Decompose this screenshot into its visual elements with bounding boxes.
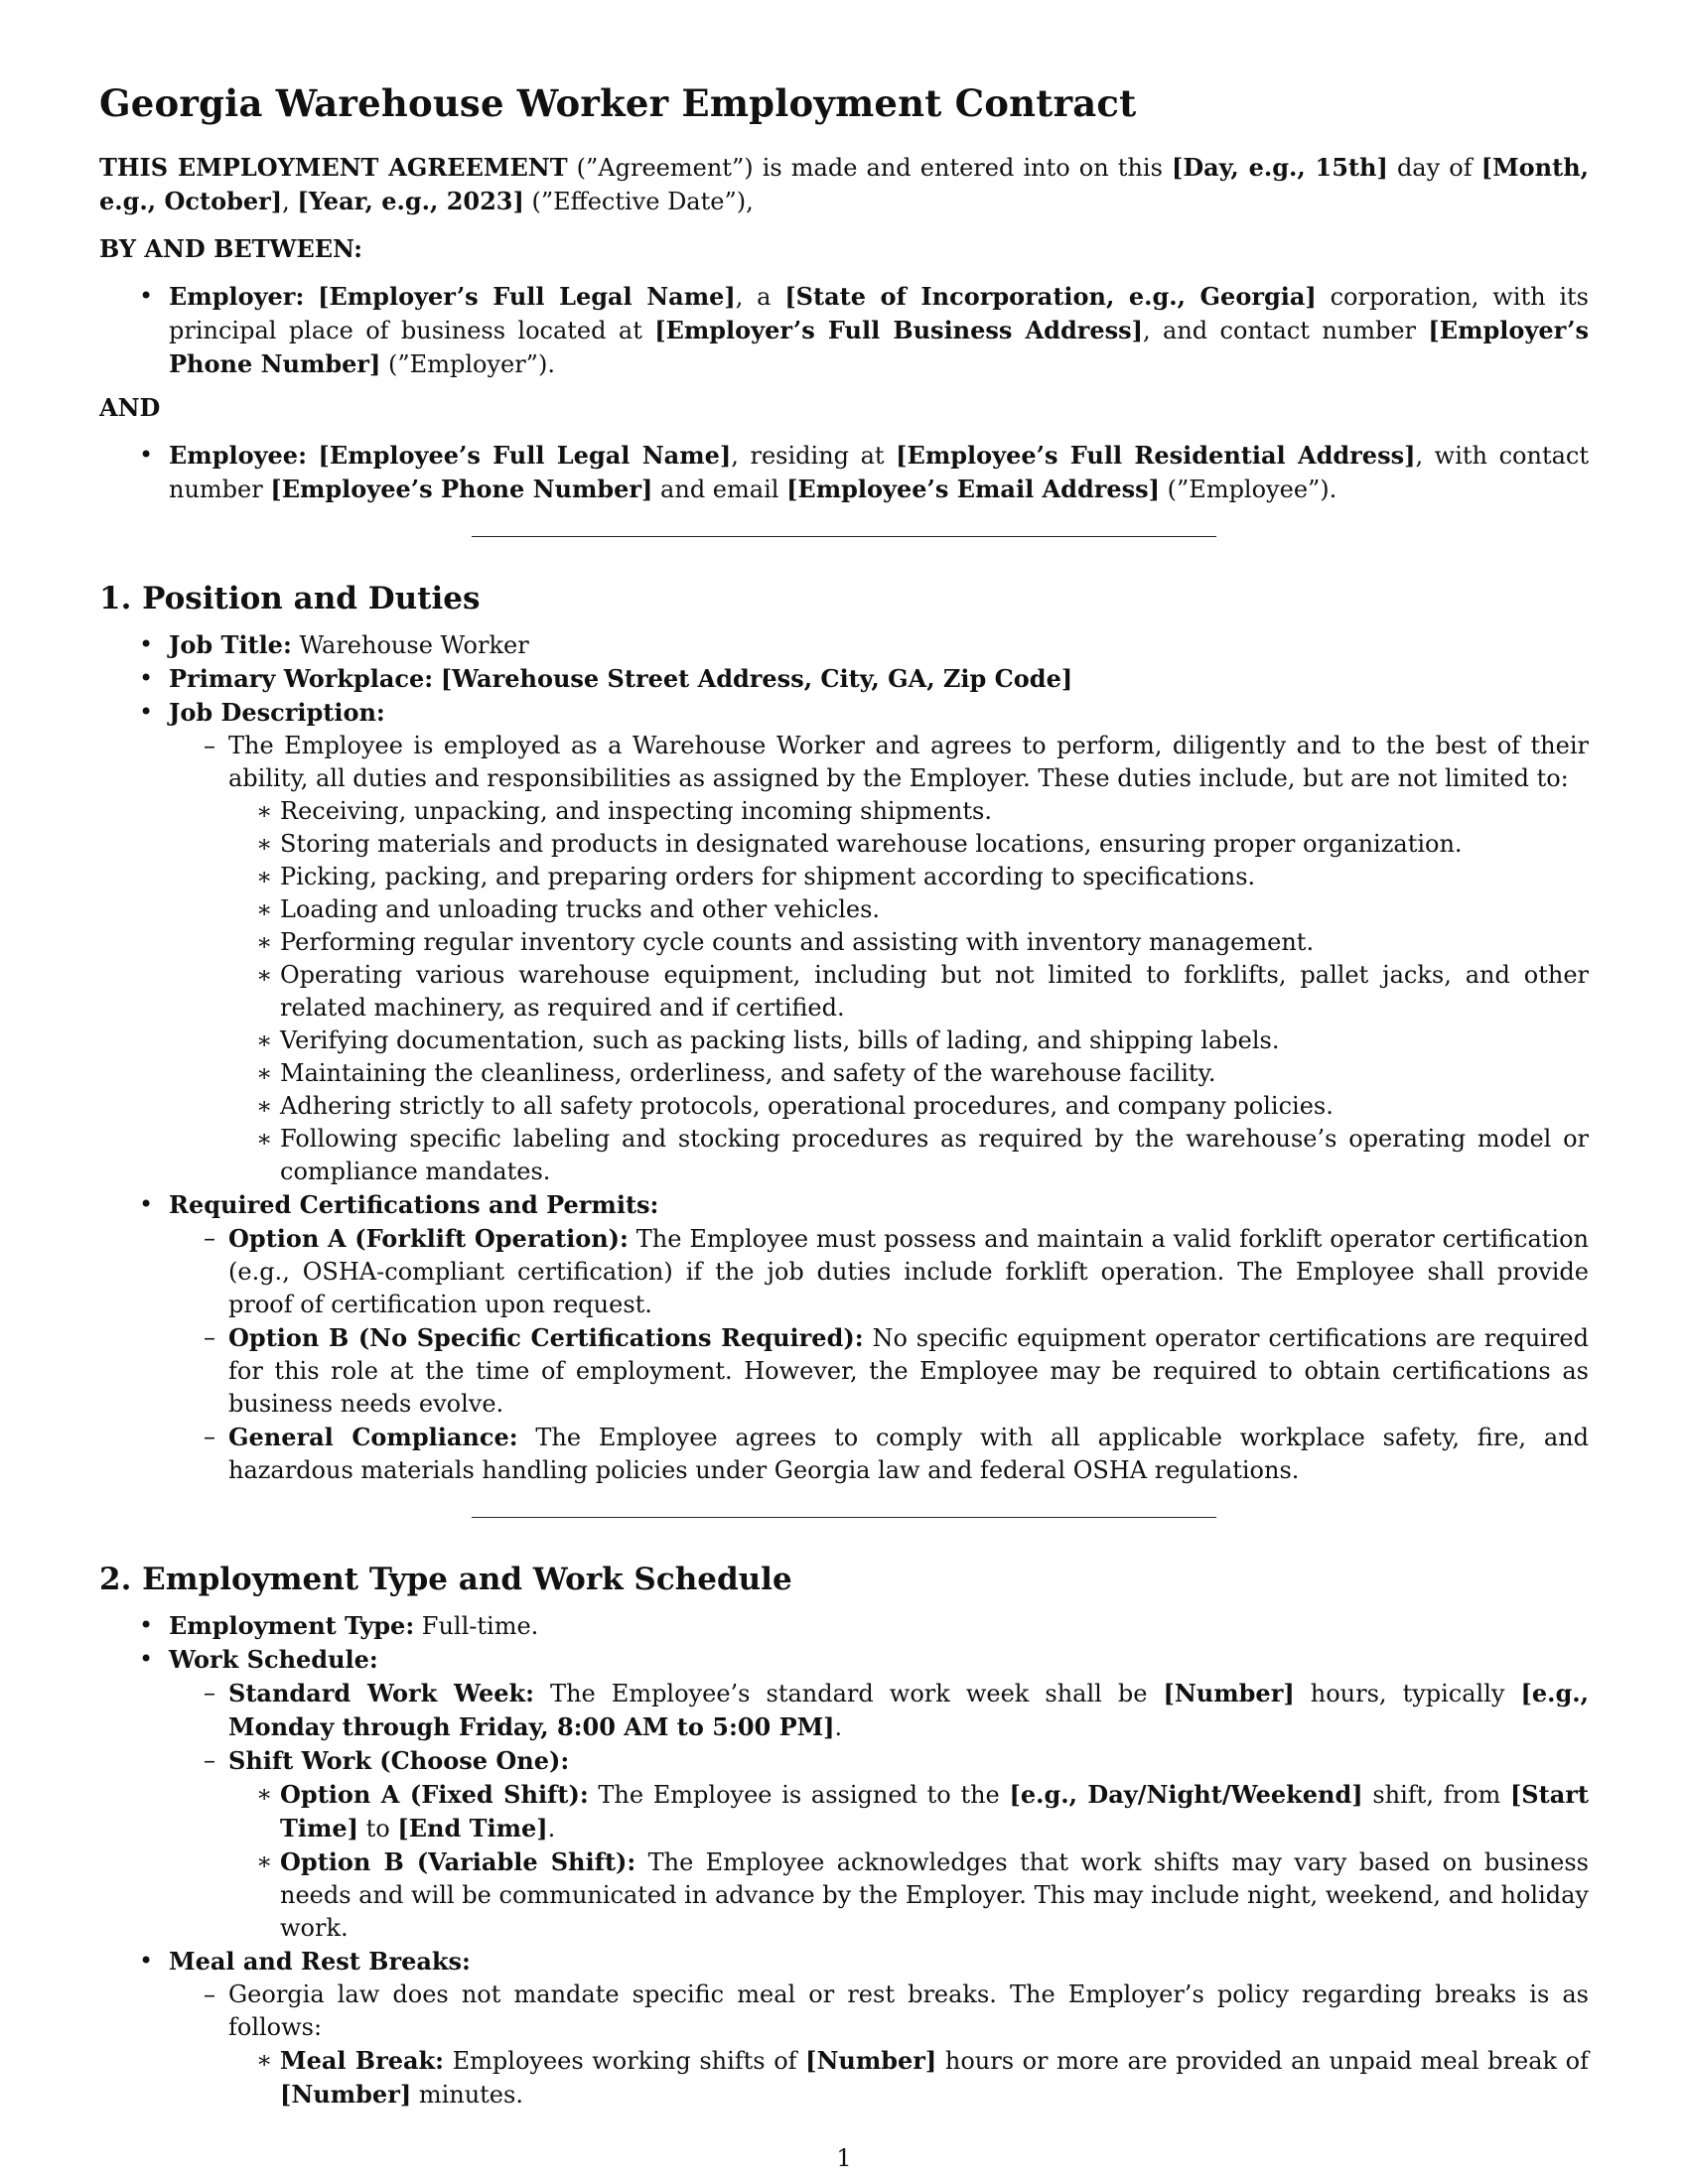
meal-break-item [99, 2044, 1589, 2112]
work-schedule-item [99, 1643, 1589, 1945]
breaks-sublist [169, 1979, 1589, 2112]
duty-item: ∗ Receiving, unpacking, and inspecting incoming shipments. [99, 795, 1589, 828]
job-description-text [99, 730, 1589, 1188]
variable-shift-text: The Employee acknowledges that work shifts may vary based on business needs and will be communicated in advance by the Employer. This may include night, weekend, and holiday work. [280, 1848, 1589, 1942]
shift-placeholder: [e.g., Day/Night/Weekend] [1009, 1780, 1363, 1809]
fixed-shift-text: shift, from [1362, 1781, 1510, 1809]
employee-text: , residing at [731, 442, 897, 470]
employee-name-placeholder: [Employee’s Full Legal Name] [318, 441, 732, 470]
meal-break-text: Employees working shifts of [444, 2047, 806, 2075]
breaks-policy-item [99, 1979, 1589, 2112]
job-description-body: The Employee is employed as a Warehouse Worker and agrees to perform, diligently and to the best of their ability, all duties and responsibilities as assigned by the Employer. These duties include, but are not limited to: [228, 732, 1589, 792]
between-heading [99, 232, 1589, 266]
variable-shift-label: Option B (Variable Shift): [280, 1847, 636, 1876]
duty-item: ∗ Following specific labeling and stocking procedures as required by the warehouse’s operating model or compliance mandates. [99, 1123, 1589, 1188]
employee-label: Employee: [169, 441, 307, 470]
document-title: Georgia Warehouse Worker Employment Contract [99, 81, 1137, 125]
employer-list [99, 280, 1589, 381]
employee-item [99, 439, 1589, 506]
option-b-label: Option B (No Specific Certifications Required): [228, 1323, 864, 1352]
section-divider [472, 1517, 1216, 1518]
job-title-value: Warehouse Worker [291, 631, 529, 659]
workplace-placeholder: [Warehouse Street Address, City, GA, Zip Code] [440, 664, 1073, 693]
employment-type-label: Employment Type: [169, 1611, 415, 1640]
fixed-shift-text: . [547, 1815, 556, 1843]
duty-item: ∗ Maintaining the cleanliness, orderliness, and safety of the warehouse facility. [99, 1057, 1589, 1090]
breaks-policy-text: Georgia law does not mandate specific meal or rest breaks. The Employer’s policy regarding breaks is as follows: [228, 1980, 1589, 2041]
breaks-label: Meal and Rest Breaks: [169, 1947, 471, 1976]
shift-hours-placeholder: [Number] [805, 2046, 937, 2075]
employer-address-placeholder: [Employer’s Full Business Address] [654, 316, 1144, 344]
certifications-sublist [169, 1222, 1589, 1487]
intro-text: day of [1387, 154, 1481, 182]
fixed-shift-label: Option A (Fixed Shift): [280, 1780, 589, 1809]
shift-options-list [228, 1778, 1589, 1945]
standard-week-text: The Employee’s standard work week shall be [534, 1680, 1164, 1707]
employee-text: and email [652, 476, 787, 503]
duty-item: ∗ Adhering strictly to all safety protocols, operational procedures, and company policies. [99, 1090, 1589, 1123]
duty-item: ∗ Picking, packing, and preparing orders for shipment according to specifications. [99, 861, 1589, 893]
employer-label: Employer: [169, 282, 305, 311]
employee-list [99, 439, 1589, 506]
standard-week-text: . [834, 1713, 843, 1741]
employer-name-placeholder: [Employer’s Full Legal Name] [318, 282, 736, 311]
duty-item: ∗ Storing materials and products in designated warehouse locations, ensuring proper organization. [99, 828, 1589, 861]
employer-text: (”Employer”). [380, 350, 555, 378]
option-a-item [99, 1222, 1589, 1321]
intro-text: , [282, 188, 298, 215]
break-types-list [228, 2044, 1589, 2112]
agreement-label: THIS EMPLOYMENT AGREEMENT [99, 153, 568, 182]
breaks-item [99, 1945, 1589, 2112]
duty-item: ∗ Operating various warehouse equipment, including but not limited to forklifts, pallet jacks, and other related machinery, as required and if certified. [99, 959, 1589, 1024]
end-time-placeholder: [End Time] [397, 1814, 548, 1843]
section-divider [472, 536, 1216, 537]
intro-text: (”Effective Date”), [523, 188, 754, 215]
break-minutes-placeholder: [Number] [280, 2080, 412, 2109]
document-page [99, 81, 1589, 2112]
duties-list [228, 795, 1589, 1188]
variable-shift-item [99, 1845, 1589, 1945]
meal-break-label: Meal Break: [280, 2046, 445, 2075]
between-label: BY AND BETWEEN: [99, 234, 362, 263]
day-placeholder: [Day, e.g., 15th] [1172, 153, 1388, 182]
certifications-label: Required Certifications and Permits: [169, 1190, 659, 1219]
hours-placeholder: [Number] [1163, 1679, 1295, 1707]
meal-break-text: hours or more are provided an unpaid meal break of [936, 2047, 1589, 2075]
option-a-label: Option A (Forklift Operation): [228, 1224, 629, 1253]
employment-type-item [99, 1609, 1589, 1643]
standard-week-label: Standard Work Week: [228, 1679, 535, 1707]
duty-item: ∗ Verifying documentation, such as packing lists, bills of lading, and shipping labels. [99, 1024, 1589, 1057]
employment-type-value: Full-time. [414, 1612, 539, 1640]
job-description-label: Job Description: [169, 698, 385, 727]
employee-email-placeholder: [Employee’s Email Address] [786, 475, 1161, 503]
workplace-item [99, 662, 1589, 696]
employee-text: (”Employee”). [1160, 476, 1337, 503]
workplace-label: Primary Workplace: [169, 664, 434, 693]
work-schedule-sublist [169, 1677, 1589, 1945]
and-label: AND [99, 393, 161, 422]
meal-break-text: minutes. [411, 2081, 523, 2109]
employer-text: corporation, with its principal place of business located at [169, 283, 1589, 344]
employer-state-placeholder: [State of Incorporation, e.g., Georgia] [784, 282, 1317, 311]
certifications-item [99, 1188, 1589, 1487]
intro-text: (”Agreement”) is made and entered into on this [567, 154, 1173, 182]
employer-text: , a [735, 283, 785, 311]
general-compliance-text: The Employee agrees to comply with all applicable workplace safety, fire, and hazardous materials handling policies under Georgia law and federal OSHA regulations. [228, 1424, 1589, 1484]
employee-address-placeholder: [Employee’s Full Residential Address] [896, 441, 1416, 470]
section2-heading: 2. Employment Type and Work Schedule [99, 1562, 792, 1597]
employer-item [99, 280, 1589, 381]
general-compliance-label: General Compliance: [228, 1423, 518, 1451]
job-title-label: Job Title: [169, 630, 292, 659]
section1-list [99, 628, 1589, 1487]
job-title-item [99, 628, 1589, 662]
month-placeholder: [Month, e.g., October] [99, 153, 1590, 215]
employee-phone-placeholder: [Employee’s Phone Number] [270, 475, 653, 503]
employer-phone-placeholder: [Employer’s Phone Number] [169, 316, 1589, 378]
schedule-example-placeholder: [e.g., Monday through Friday, 8:00 AM to 5:00 PM] [228, 1679, 1590, 1741]
job-description-item [99, 696, 1589, 1188]
section2-list [99, 1609, 1589, 2112]
section1-heading: 1. Position and Duties [99, 581, 481, 616]
and-heading [99, 391, 1589, 425]
intro-paragraph [99, 151, 1589, 218]
work-schedule-label: Work Schedule: [169, 1645, 378, 1674]
fixed-shift-text: to [358, 1815, 398, 1843]
job-description-sublist [169, 730, 1589, 1188]
duty-item: ∗ Performing regular inventory cycle counts and assisting with inventory management. [99, 926, 1589, 959]
fixed-shift-text: The Employee is assigned to the [588, 1781, 1010, 1809]
standard-week-text: hours, typically [1294, 1680, 1521, 1707]
shift-work-item [99, 1744, 1589, 1945]
general-compliance-item [99, 1421, 1589, 1487]
employee-text: , with contact number [169, 442, 1589, 503]
start-time-placeholder: [Start Time] [280, 1780, 1589, 1843]
year-placeholder: [Year, e.g., 2023] [297, 187, 524, 215]
fixed-shift-item [99, 1778, 1589, 1845]
employer-text: , and contact number [1143, 317, 1429, 344]
shift-work-label: Shift Work (Choose One): [228, 1746, 570, 1775]
option-b-text: No specific equipment operator certifications are required for this role at the time of employment. However, the Employee may be required to obtain certifications as business needs evolve. [228, 1324, 1589, 1418]
option-a-text: The Employee must possess and maintain a valid forklift operator certification (e.g., OSHA-compliant certification) if the job duties include forklift operation. The Employee shall provide proof of certification upon request. [228, 1225, 1589, 1318]
duty-item: ∗ Loading and unloading trucks and other vehicles. [99, 893, 1589, 926]
page-number: 1 [836, 2144, 852, 2172]
standard-week-item [99, 1677, 1589, 1744]
option-b-item [99, 1321, 1589, 1421]
